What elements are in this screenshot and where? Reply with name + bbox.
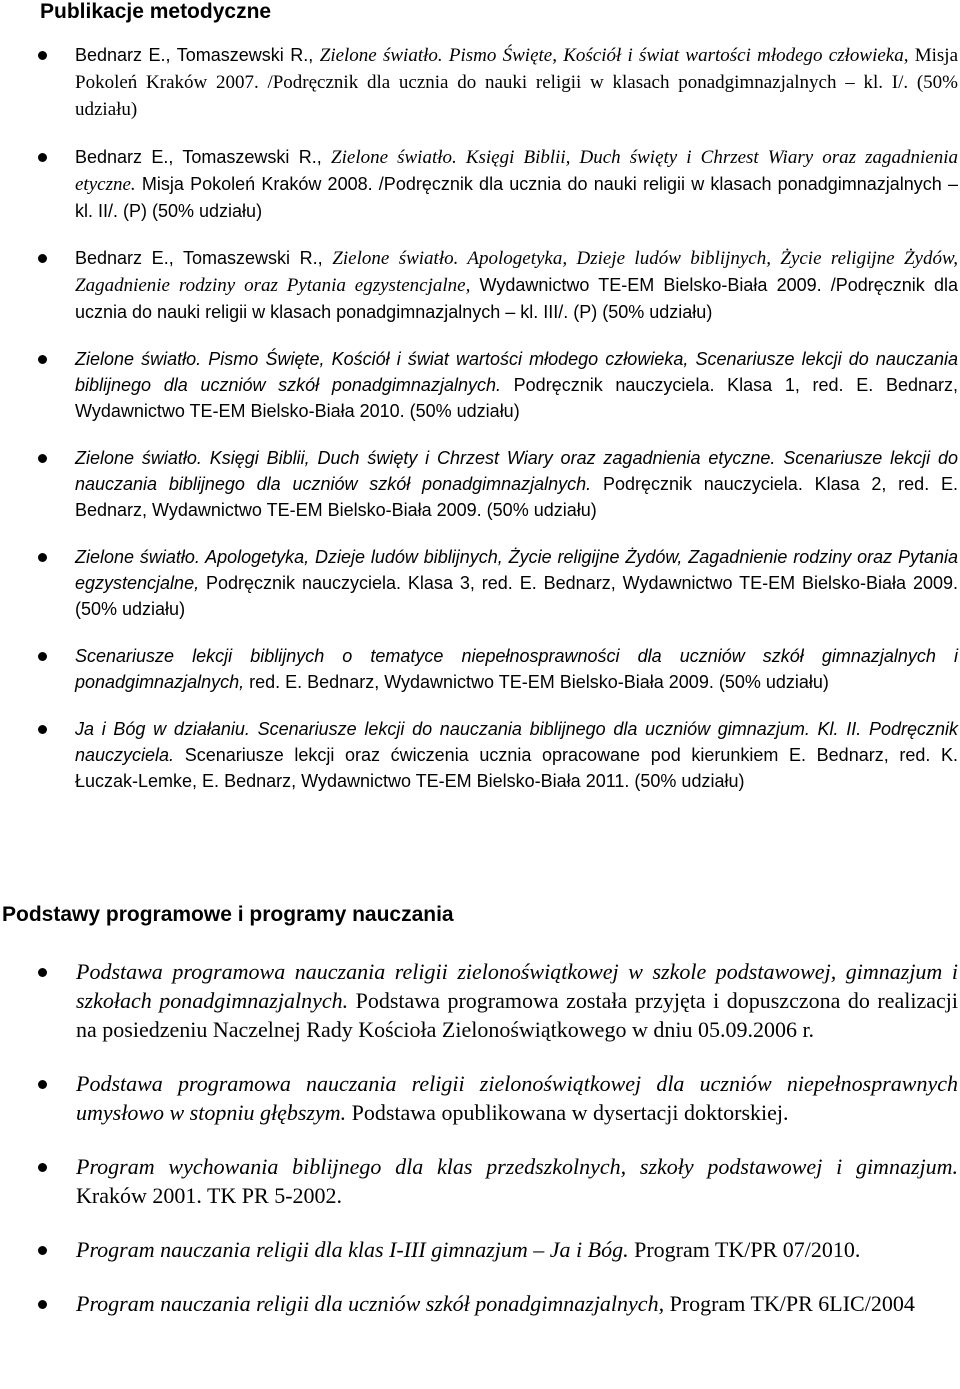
bullet-icon [38, 355, 47, 364]
item-details: red. E. Bednarz, Wydawnictwo TE-EM Bielsko-Biała 2009. (50% udziału) [244, 672, 829, 692]
item-title: Zielone światło. Apologetyka, Dzieje ludów biblijnych, Życie religijne Żydów, Zagadnienie rodziny oraz Pytania egzystencjalne, [75, 248, 958, 296]
list-item [0, 245, 960, 325]
item-details: Podręcznik nauczyciela. Klasa 1, red. E. Bednarz, Wydawnictwo TE-EM Bielsko-Biała 2010. (50% udziału) [75, 375, 958, 421]
item-title: Zielone światło. Księgi Biblii, Duch święty i Chrzest Wiary oraz zagadnienia etyczne. [75, 147, 958, 195]
item-details: Program TK/PR 07/2010. [628, 1237, 861, 1262]
list-item [0, 544, 960, 622]
item-details: Scenariusze lekcji oraz ćwiczenia ucznia opracowane pod kierunkiem E. Bednarz, red. K. Łuczak-Lemke, E. Bednarz, Wydawnictwo TE-EM Bielsko-Biała 2011. (50% udziału) [75, 745, 958, 791]
publications-list [0, 42, 960, 815]
section-title-publications: Publikacje metodyczne [40, 0, 272, 23]
item-title: Scenariusze lekcji biblijnych o tematyce niepełnosprawności dla uczniów szkół gimnazjalnych i ponadgimnazjalnych, [75, 646, 958, 692]
list-item [0, 1069, 960, 1127]
list-item [0, 144, 960, 224]
bullet-icon [38, 153, 47, 162]
bullet-icon [38, 454, 47, 463]
item-title: Program nauczania religii dla uczniów szkół ponadgimnazjalnych, [76, 1291, 665, 1316]
list-item [0, 716, 960, 794]
bullet-icon [38, 1163, 47, 1172]
bullet-icon [38, 51, 47, 60]
item-details: Program TK/PR 6LIC/2004 [664, 1291, 915, 1316]
list-item [0, 1289, 960, 1318]
list-item [0, 445, 960, 523]
item-title: Zielone światło. Apologetyka, Dzieje ludów biblijnych, Życie religijne Żydów, Zagadnienie rodziny oraz Pytania egzystencjalne, [75, 547, 958, 593]
bullet-icon [38, 1080, 47, 1089]
list-item [0, 643, 960, 695]
item-details: Misja Pokoleń Kraków 2008. /Podręcznik dla ucznia do nauki religii w klasach ponadgimnazjalnych – kl. II/. (P) (50% udziału) [75, 174, 958, 221]
item-title: Program wychowania biblijnego dla klas przedszkolnych, szkoły podstawowej i gimnazjum. [76, 1154, 958, 1179]
item-details: Podstawa programowa została przyjęta i dopuszczona do realizacji na posiedzeniu Naczelnej Rady Kościoła Zielonoświątkowego w dniu 05.09.2006 r. [76, 988, 958, 1042]
item-authors: Bednarz E., Tomaszewski R., [75, 147, 332, 167]
item-authors: Bednarz E., Tomaszewski R., [75, 45, 320, 65]
item-title: Zielone światło. Księgi Biblii, Duch święty i Chrzest Wiary oraz zagadnienia etyczne. Scenariusze lekcji do nauczania biblijnego dla uczniów szkół ponadgimnazjalnych. [75, 448, 958, 494]
list-item [0, 42, 960, 123]
bullet-icon [38, 968, 47, 977]
bullet-icon [38, 254, 47, 263]
bullet-icon [38, 1246, 47, 1255]
curricula-list [0, 957, 960, 1343]
list-item [0, 1152, 960, 1210]
bullet-icon [38, 725, 47, 734]
item-title: Podstawa programowa nauczania religii zielonoświątkowej w szkole podstawowej, gimnazjum i szkołach ponadgimnazjalnych. [76, 959, 958, 1013]
list-item [0, 1235, 960, 1264]
item-title: Ja i Bóg w działaniu. Scenariusze lekcji do nauczania biblijnego dla uczniów gimnazjum. Kl. II. Podręcznik nauczyciela. [75, 719, 958, 765]
item-details: Podstawa opublikowana w dysertacji doktorskiej. [346, 1100, 789, 1125]
item-details: Wydawnictwo TE-EM Bielsko-Biała 2009. /Podręcznik dla ucznia do nauki religii w klasach ponadgimnazjalnych – kl. III/. (P) (50% udziału) [75, 275, 958, 322]
list-item [0, 346, 960, 424]
item-details: Kraków 2001. TK PR 5-2002. [76, 1183, 343, 1208]
section-title-curricula: Podstawy programowe i programy nauczania [2, 903, 454, 926]
list-item [0, 957, 960, 1044]
item-authors: Bednarz E., Tomaszewski R., [75, 248, 333, 268]
item-details: Podręcznik nauczyciela. Klasa 2, red. E. Bednarz, Wydawnictwo TE-EM Bielsko-Biała 2009. (50% udziału) [75, 474, 958, 520]
item-details: Podręcznik nauczyciela. Klasa 3, red. E. Bednarz, Wydawnictwo TE-EM Bielsko-Biała 2009. (50% udziału) [75, 573, 958, 619]
bullet-icon [38, 553, 47, 562]
item-details: , Misja Pokoleń Kraków 2007. /Podręcznik dla ucznia do nauki religii w klasach ponadgimnazjalnych – kl. I/. (50% udziału) [75, 45, 959, 120]
item-title: Podstawa programowa nauczania religii zielonoświątkowej dla uczniów niepełnosprawnych umysłowo w stopniu głębszym. [76, 1071, 958, 1125]
item-title: Zielone światło. Pismo Święte, Kościół i świat wartości młodego człowieka, Scenariusze lekcji do nauczania biblijnego dla uczniów szkół ponadgimnazjalnych. [75, 349, 958, 395]
item-title: Program nauczania religii dla klas I-III gimnazjum – Ja i Bóg. [76, 1237, 629, 1262]
bullet-icon [38, 652, 47, 661]
bullet-icon [38, 1300, 47, 1309]
item-title: Zielone światło. Pismo Święte, Kościół i świat wartości młodego człowieka [319, 45, 904, 66]
